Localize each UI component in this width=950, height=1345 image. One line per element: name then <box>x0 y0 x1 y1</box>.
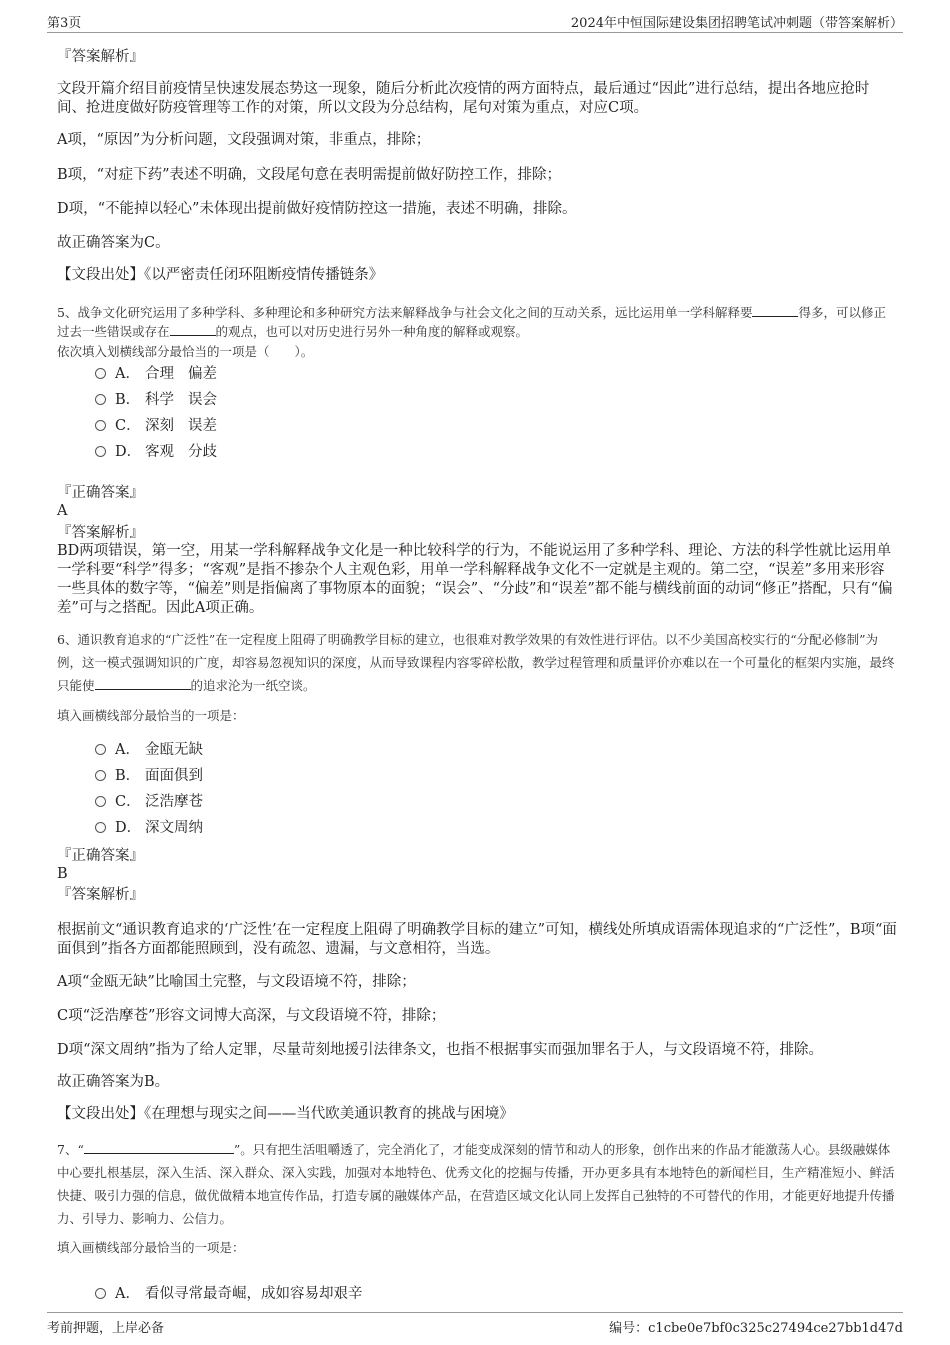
radio-icon[interactable] <box>95 770 106 781</box>
q6-analysis-option-d: D项“深文周纳”指为了给人定罪，尽量苛刻地援引法律条文，也指不根据事实而强加罪名于人，与文段语境不符，排除。 <box>57 1042 823 1058</box>
q6-conclusion: 故正确答案为B。 <box>57 1074 170 1090</box>
radio-icon[interactable] <box>95 368 106 379</box>
radio-icon[interactable] <box>95 744 106 755</box>
q6-blank <box>95 677 191 690</box>
q4-source: 【文段出处】《以严密责任闭环阻断疫情传播链条》 <box>57 267 384 283</box>
q4-analysis-option-a: A项，“原因”为分析问题，文段强调对策，非重点，排除； <box>57 132 431 148</box>
q6-answer: B <box>57 866 68 882</box>
q7-instruction: 填入画横线部分最恰当的一项是： <box>57 1240 245 1255</box>
radio-icon[interactable] <box>95 446 106 457</box>
q5-blank-2 <box>170 323 216 336</box>
q6-answer-label: 『正确答案』 <box>57 848 144 864</box>
radio-icon[interactable] <box>95 796 106 807</box>
q4-conclusion: 故正确答案为C。 <box>57 235 170 251</box>
q5-option-b[interactable]: B． 科学 误会 <box>95 390 217 410</box>
q6-source: 【文段出处】《在理想与现实之间——当代欧美通识教育的挑战与困境》 <box>57 1106 514 1122</box>
q5-stem-part4: 的观点，也可以对历史进行另外一种角度的解释或观察。 <box>215 324 529 339</box>
q6-stem-part2: 的追求沦为一纸空谈。 <box>190 678 316 693</box>
q7-stem-part2: ”。只有把生活咀嚼透了，完全消化了，才能变成深刻的情节和动人的形象，创作出来的作品才能激荡人心。县级融媒体中心要扎根基层，深入生活、深入群众、深入实践，加强对本地特色、优秀文化的挖掘与传播，开办更多具有本地特色的新闻栏目，生产精准短小、鲜活快捷、吸引力强的信息，做优做精本地宣传作品，打造专属的融媒体产品，在营造区域文化认同上发挥自己独特的不可替代的作用，才能更好地提升传播力、引导力、影响力、公信力。 <box>57 1142 895 1226</box>
q5-answer: A <box>57 503 68 519</box>
q7-option-a[interactable]: A． 看似寻常最奇崛，成如容易却艰辛 <box>95 1284 363 1304</box>
q6-analysis-label: 『答案解析』 <box>57 887 144 903</box>
q5-option-d[interactable]: D． 客观 分歧 <box>95 442 217 462</box>
q4-analysis-para1: 文段开篇介绍目前疫情呈快速发展态势这一现象，随后分析此次疫情的两方面特点，最后通过“因此”进行总结，提出各地应抢时间、抢进度做好防疫管理等工作的对策，所以文段为分总结构，尾句对策为重点，对应C项。 <box>57 81 870 116</box>
q6-option-d[interactable]: D． 深文周纳 <box>95 818 203 838</box>
q5-answer-label: 『正确答案』 <box>57 485 144 501</box>
page-number: 第3页 <box>47 16 82 31</box>
q6-option-c[interactable]: C． 泛浩摩苍 <box>95 792 203 812</box>
radio-icon[interactable] <box>95 394 106 405</box>
q6-instruction: 填入画横线部分最恰当的一项是： <box>57 708 245 723</box>
q6-option-a[interactable]: A． 金瓯无缺 <box>95 740 203 760</box>
q6-analysis-para1: 根据前文“通识教育追求的‘广泛性’在一定程度上阻碍了明确教学目标的建立”可知，横线处所填成语需体现追求的“广泛性”，B项“面面俱到”指各方面都能照顾到，没有疏忽、遗漏，与文意相符，当选。 <box>57 922 897 957</box>
q6-analysis-option-c: C项“泛浩摩苍”形容文词博大高深，与文段语境不符，排除； <box>57 1008 446 1024</box>
document-title: 2024年中恒国际建设集团招聘笔试冲刺题（带答案解析） <box>570 16 903 31</box>
q7-blank <box>84 1141 234 1154</box>
q4-analysis-option-d: D项，“不能掉以轻心”未体现出提前做好疫情防控这一措施，表述不明确，排除。 <box>57 201 577 217</box>
document-code: 编号：c1cbe0e7bf0c325c27494ce27bb1d47d <box>609 1321 903 1336</box>
radio-icon[interactable] <box>95 420 106 431</box>
footer-slogan: 考前押题，上岸必备 <box>47 1321 165 1336</box>
page-header <box>47 12 903 33</box>
q5-instruction: 依次填入划横线部分最恰当的一项是（ ）。 <box>57 344 314 359</box>
radio-icon[interactable] <box>95 822 106 833</box>
q5-stem-part1: 5、战争文化研究运用了多种学科、多种理论和多种研究方法来解释战争与社会文化之间的互动关系，远比运用单一学科解释要 <box>57 305 753 320</box>
q7-stem <box>57 1138 897 1230</box>
q7-stem-part1: 7、“ <box>57 1142 84 1157</box>
q5-stem <box>57 303 897 341</box>
page-footer <box>47 1312 903 1335</box>
q4-analysis-label: 『答案解析』 <box>57 49 144 65</box>
q6-option-b[interactable]: B． 面面俱到 <box>95 766 203 786</box>
q5-stem-part2: 得多， <box>798 305 836 320</box>
q6-stem <box>57 628 897 697</box>
q5-blank-1 <box>752 304 798 317</box>
q5-analysis-label: 『答案解析』 <box>57 525 144 541</box>
q5-option-c[interactable]: C． 深刻 误差 <box>95 416 217 436</box>
q4-analysis-option-b: B项，“对症下药”表述不明确，文段尾句意在表明需提前做好防控工作，排除； <box>57 167 561 183</box>
q6-analysis-option-a: A项“金瓯无缺”比喻国土完整，与文段语境不符，排除； <box>57 974 416 990</box>
radio-icon[interactable] <box>95 1288 106 1299</box>
q6-stem-part1: 6、通识教育追求的“广泛性”在一定程度上阻碍了明确教学目标的建立，也很难对教学效果的有效性进行评估。以不少美国高校实行的“分配必修制”为例，这一模式强调知识的广度，却容易忽视知识的深度，从而导致课程内容零碎松散，教学过程管理和质量评价亦难以在一个可量化的框架内实施，最终只能使 <box>57 632 895 693</box>
q5-analysis: BD两项错误，第一空，用某一学科解释战争文化是一种比较科学的行为，不能说运用了多种学科、理论、方法的科学性就比运用单一学科要“科学”得多；“客观”是指不掺杂个人主观色彩，用单一学科解释战争文化不一定就是主观的。第二空，“误差”多用来形容一些具体的数字等，“偏差”则是指偏离了事物原本的面貌；“误会”、“分歧”和“误差”都不能与横线前面的动词“修正”搭配，只有“偏差”可与之搭配。因此A项正确。 <box>57 543 893 616</box>
q5-option-a[interactable]: A． 合理 偏差 <box>95 364 217 384</box>
q5-stem-part3: 可以修正过去一些错误或存在 <box>57 305 886 339</box>
